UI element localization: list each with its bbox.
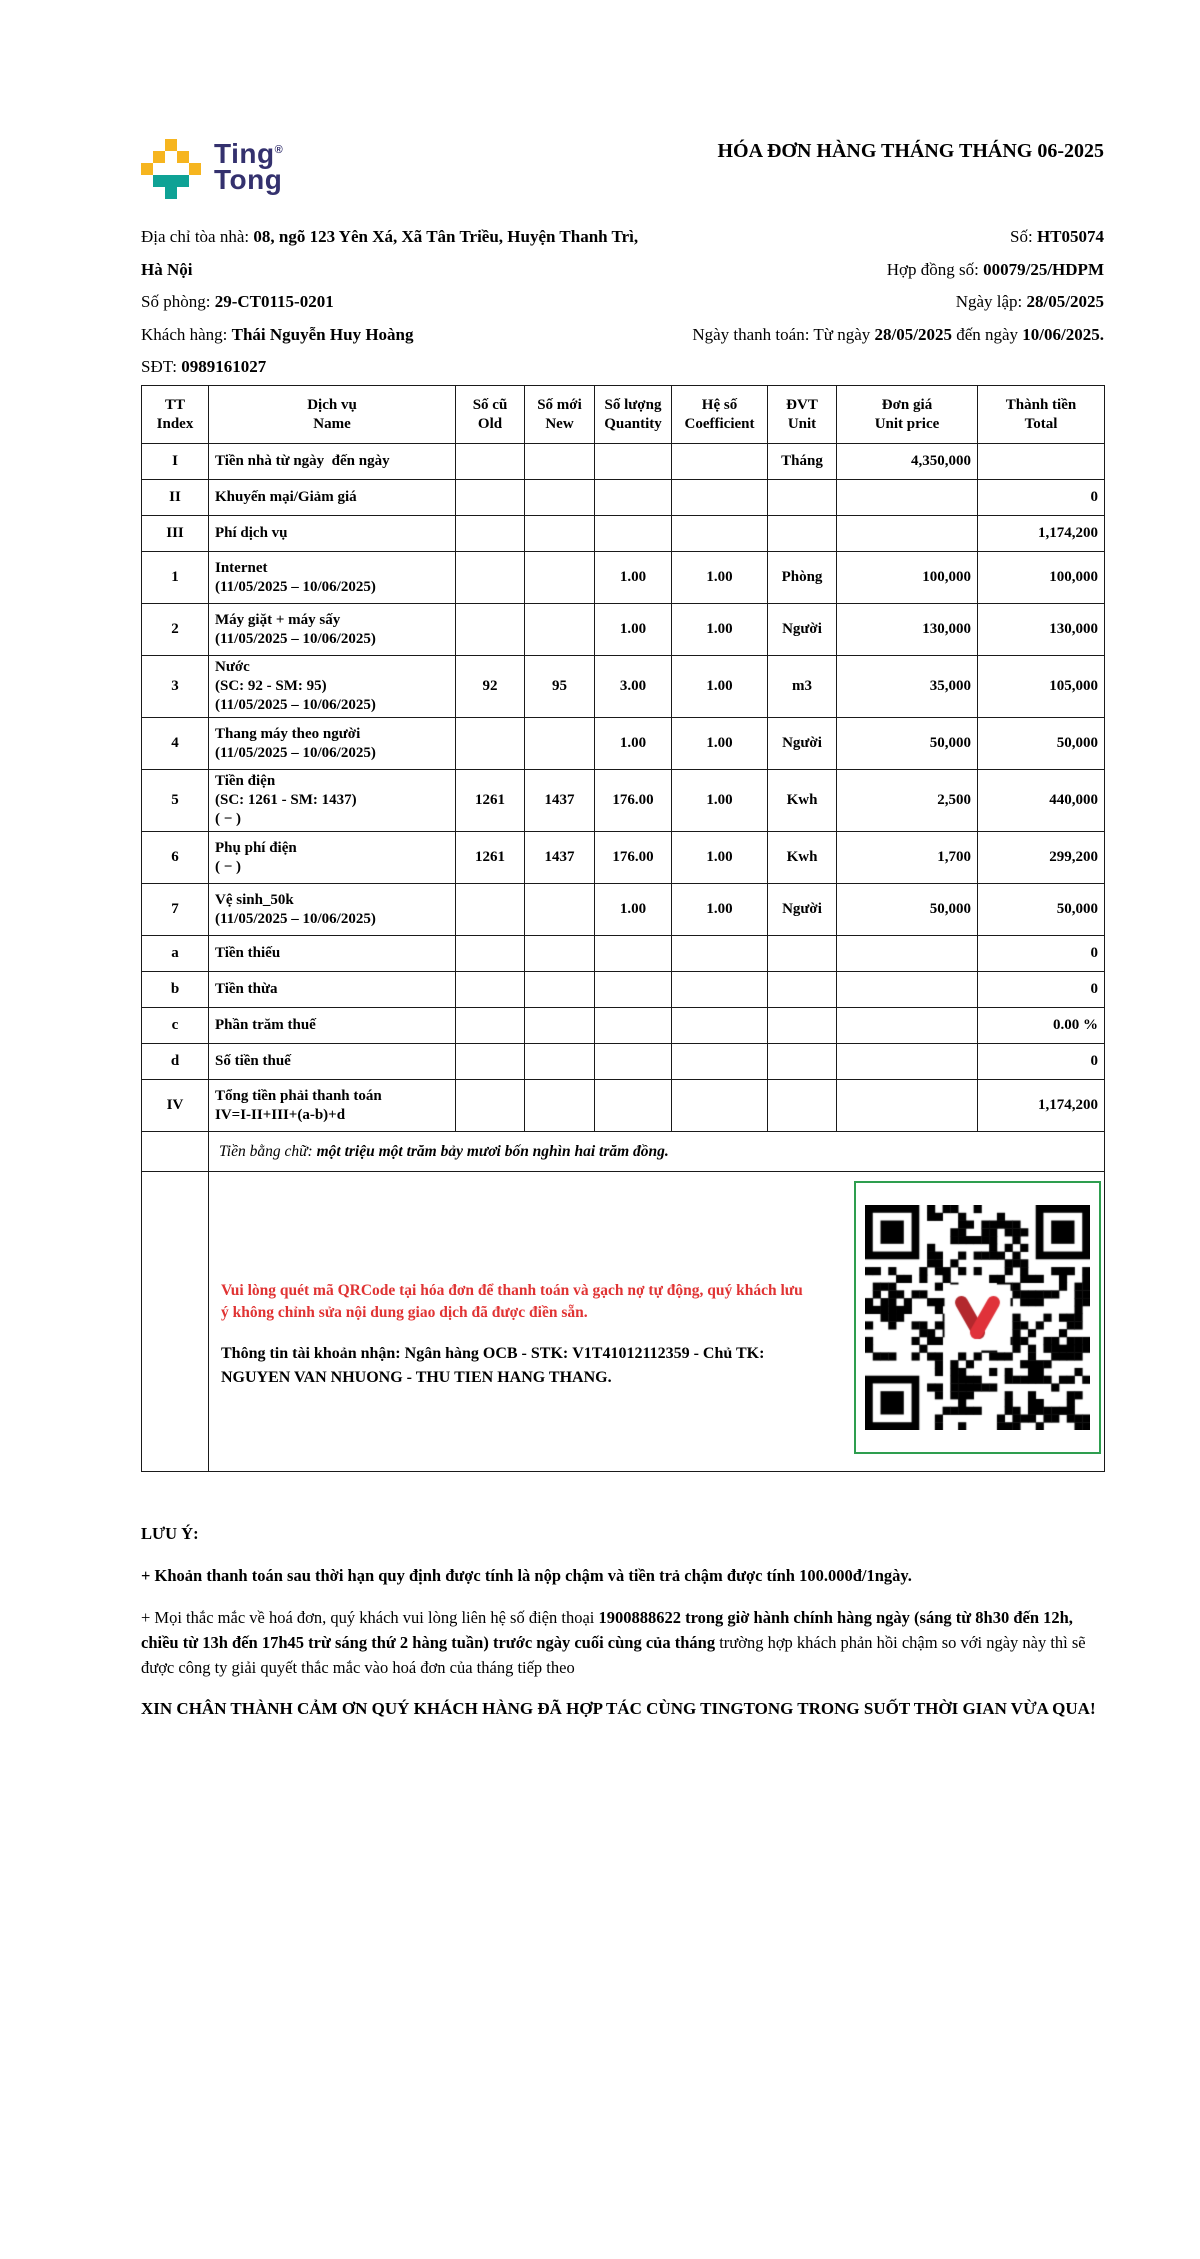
cell-unit: m3 bbox=[768, 656, 837, 718]
cell-old bbox=[456, 516, 525, 552]
amount-in-words-value: một triệu một trăm bảy mươi bốn nghìn hai trăm đồng. bbox=[316, 1142, 669, 1160]
issue-date: 28/05/2025 bbox=[1026, 292, 1104, 311]
amount-in-words-row bbox=[142, 1132, 1105, 1172]
invoice-number: HT05074 bbox=[1036, 227, 1104, 246]
cell-index: IV bbox=[142, 1080, 209, 1132]
cell-unit-price: 130,000 bbox=[837, 604, 978, 656]
cell-name: Khuyến mại/Giảm giá bbox=[209, 480, 456, 516]
table-row bbox=[142, 444, 1105, 480]
cell-unit bbox=[768, 1080, 837, 1132]
cell-new: 1437 bbox=[525, 770, 595, 832]
cell-index bbox=[142, 1172, 209, 1472]
phone-value: 0989161027 bbox=[181, 357, 267, 376]
payment-to-date: 10/06/2025. bbox=[1022, 324, 1104, 344]
cell-new bbox=[525, 604, 595, 656]
column-header-quantity: Số lượng Quantity bbox=[595, 386, 672, 444]
cell-unit-price bbox=[837, 516, 978, 552]
cell-unit: Kwh bbox=[768, 832, 837, 884]
cell-quantity: 3.00 bbox=[595, 656, 672, 718]
cell-index: 7 bbox=[142, 884, 209, 936]
cell-index: 1 bbox=[142, 552, 209, 604]
invoice-number-line: Số: HT05074 bbox=[1010, 227, 1104, 246]
cell-new bbox=[525, 516, 595, 552]
cell-index: III bbox=[142, 516, 209, 552]
cell-coefficient bbox=[672, 936, 768, 972]
cell-quantity bbox=[595, 444, 672, 480]
issue-date-line: Ngày lập: 28/05/2025 bbox=[955, 292, 1104, 311]
notes-heading: LƯU Ý: bbox=[141, 1524, 199, 1543]
cell-unit-price: 50,000 bbox=[837, 884, 978, 936]
cell-index: 6 bbox=[142, 832, 209, 884]
cell-quantity bbox=[595, 1044, 672, 1080]
cell-index: 5 bbox=[142, 770, 209, 832]
cell-quantity: 1.00 bbox=[595, 552, 672, 604]
cell-unit bbox=[768, 1008, 837, 1044]
logo-word-bottom: Tong bbox=[214, 164, 283, 195]
cell-total: 0 bbox=[978, 936, 1105, 972]
cell-new bbox=[525, 480, 595, 516]
cell-new bbox=[525, 972, 595, 1008]
cell-index: 3 bbox=[142, 656, 209, 718]
column-header-new: Số mới New bbox=[525, 386, 595, 444]
cell-old bbox=[456, 444, 525, 480]
cell-unit: Tháng bbox=[768, 444, 837, 480]
cell-unit bbox=[768, 516, 837, 552]
cell-old bbox=[456, 972, 525, 1008]
notes-section bbox=[141, 1521, 1104, 1722]
table-row bbox=[142, 1080, 1105, 1132]
cell-total: 50,000 bbox=[978, 884, 1105, 936]
cell-unit-price bbox=[837, 936, 978, 972]
cell-quantity bbox=[595, 1008, 672, 1044]
cell-old bbox=[456, 604, 525, 656]
cell-unit: Người bbox=[768, 718, 837, 770]
cell-quantity: 176.00 bbox=[595, 832, 672, 884]
cell-unit-price bbox=[837, 480, 978, 516]
cell-index: d bbox=[142, 1044, 209, 1080]
account-holder-name: NGUYEN VAN NHUONG - THU TIEN HANG THANG bbox=[221, 1369, 608, 1386]
cell-new bbox=[525, 936, 595, 972]
column-header-name: Dịch vụ Name bbox=[209, 386, 456, 444]
qr-instruction: Vui lòng quét mã QRCode tại hóa đơn để thanh toán và gạch nợ tự động, quý khách lưu ý không chỉnh sửa nội dung giao dịch đã được điền sẵn. bbox=[221, 1282, 803, 1321]
cell-unit-price bbox=[837, 1080, 978, 1132]
column-header-unit-price: Đơn giá Unit price bbox=[837, 386, 978, 444]
cell-unit-price: 35,000 bbox=[837, 656, 978, 718]
account-number: V1T41012112359 bbox=[572, 1345, 690, 1362]
header-info-left bbox=[141, 221, 641, 384]
cell-unit: Kwh bbox=[768, 770, 837, 832]
cell-quantity: 1.00 bbox=[595, 604, 672, 656]
table-row bbox=[142, 718, 1105, 770]
cell-new bbox=[525, 444, 595, 480]
cell-total: 0 bbox=[978, 972, 1105, 1008]
cell-old bbox=[456, 480, 525, 516]
customer-value: Thái Nguyễn Huy Hoàng bbox=[231, 324, 414, 344]
cell-old bbox=[456, 1080, 525, 1132]
cell-coefficient bbox=[672, 444, 768, 480]
table-row bbox=[142, 604, 1105, 656]
amount-in-words-label: Tiền bằng chữ: bbox=[219, 1142, 317, 1160]
cell-unit-price: 50,000 bbox=[837, 718, 978, 770]
room-number-line bbox=[141, 286, 641, 319]
payment-text-block bbox=[221, 1198, 841, 1472]
cell-coefficient bbox=[672, 1008, 768, 1044]
cell-new: 1437 bbox=[525, 832, 595, 884]
cell-coefficient: 1.00 bbox=[672, 770, 768, 832]
cell-quantity: 1.00 bbox=[595, 884, 672, 936]
address-value: 08, ngõ 123 Yên Xá, Xã Tân Triều, Huyện Thanh Trì, Hà Nội bbox=[141, 227, 639, 279]
invoice-header-info bbox=[141, 221, 1104, 384]
cell-coefficient bbox=[672, 1080, 768, 1132]
table-row bbox=[142, 1044, 1105, 1080]
cell-quantity: 1.00 bbox=[595, 718, 672, 770]
cell-unit bbox=[768, 936, 837, 972]
cell-coefficient bbox=[672, 1044, 768, 1080]
cell-coefficient: 1.00 bbox=[672, 552, 768, 604]
cell-unit-price: 1,700 bbox=[837, 832, 978, 884]
building-address-line bbox=[141, 221, 641, 286]
hotline-number: 1900888622 trong giờ hành chính hàng ngày (sáng từ 8h30 đến 12h, chiều từ 13h đến 17h45 trừ sáng thứ 2 hàng tuần) bbox=[141, 1608, 1073, 1652]
qr-payment-row bbox=[142, 1172, 1105, 1472]
phone-label: SĐT: bbox=[141, 357, 182, 376]
qr-code bbox=[865, 1205, 1090, 1430]
cell-old bbox=[456, 718, 525, 770]
cell-total bbox=[978, 444, 1105, 480]
cell-total: 0.00 % bbox=[978, 1008, 1105, 1044]
cell-coefficient bbox=[672, 516, 768, 552]
cell-unit: Phòng bbox=[768, 552, 837, 604]
cell-old bbox=[456, 552, 525, 604]
column-header-unit: ĐVT Unit bbox=[768, 386, 837, 444]
note-contact: + Mọi thắc mắc về hoá đơn, quý khách vui lòng liên hệ số điện thoại 1900888622 trong giờ hành chính hàng ngày (sáng từ 8h30 đến 12h, chiều từ 13h đến 17h45 trừ sáng thứ 2 hàng tuần) trước ngày cuối cùng của tháng trường hợp khách phản hồi chậm so với ngày này thì sẽ được công ty giải quyết thắc mắc vào hoá đơn của tháng tiếp theo bbox=[141, 1608, 1086, 1677]
table-row bbox=[142, 552, 1105, 604]
invoice-content bbox=[141, 0, 1104, 2259]
qr-frame bbox=[854, 1181, 1101, 1454]
cell-name: Số tiền thuế bbox=[209, 1044, 456, 1080]
cell-name: Vệ sinh_50k (11/05/2025 – 10/06/2025) bbox=[209, 884, 456, 936]
table-row bbox=[142, 972, 1105, 1008]
cell-coefficient: 1.00 bbox=[672, 656, 768, 718]
cell-old bbox=[456, 1008, 525, 1044]
cell-quantity bbox=[595, 1080, 672, 1132]
cell-quantity: 176.00 bbox=[595, 770, 672, 832]
cell-quantity bbox=[595, 480, 672, 516]
cell-unit bbox=[768, 1044, 837, 1080]
cell-unit bbox=[768, 480, 837, 516]
cell-name: Phần trăm thuế bbox=[209, 1008, 456, 1044]
invoice-table bbox=[141, 385, 1105, 1472]
table-row bbox=[142, 832, 1105, 884]
cell-name: Tiền thiếu bbox=[209, 936, 456, 972]
table-row bbox=[142, 770, 1105, 832]
table-rows bbox=[142, 444, 1105, 1132]
cell-new bbox=[525, 552, 595, 604]
cell-index bbox=[142, 1132, 209, 1172]
column-header-total: Thành tiền Total bbox=[978, 386, 1105, 444]
cell-old bbox=[456, 936, 525, 972]
tingtong-logo bbox=[141, 139, 283, 199]
cell-index: b bbox=[142, 972, 209, 1008]
cell-name: Phí dịch vụ bbox=[209, 516, 456, 552]
cell-coefficient: 1.00 bbox=[672, 832, 768, 884]
cell-new bbox=[525, 718, 595, 770]
cell-index: I bbox=[142, 444, 209, 480]
cell-old bbox=[456, 884, 525, 936]
logo-word-top: Ting bbox=[214, 138, 275, 169]
cell-old: 1261 bbox=[456, 832, 525, 884]
cell-coefficient: 1.00 bbox=[672, 718, 768, 770]
invoice-title: HÓA ĐƠN HÀNG THÁNG THÁNG 06-2025 bbox=[717, 140, 1104, 162]
cell-total: 440,000 bbox=[978, 770, 1105, 832]
amount-in-words bbox=[209, 1132, 1105, 1172]
cell-new bbox=[525, 1080, 595, 1132]
cell-unit: Người bbox=[768, 604, 837, 656]
table-row bbox=[142, 884, 1105, 936]
cell-index: 4 bbox=[142, 718, 209, 770]
cell-name: Thang máy theo người (11/05/2025 – 10/06/2025) bbox=[209, 718, 456, 770]
column-header-old: Số cũ Old bbox=[456, 386, 525, 444]
cell-old: 1261 bbox=[456, 770, 525, 832]
payment-cell bbox=[209, 1172, 1105, 1472]
cell-total: 299,200 bbox=[978, 832, 1105, 884]
table-row bbox=[142, 1008, 1105, 1044]
cell-total: 100,000 bbox=[978, 552, 1105, 604]
cell-total: 130,000 bbox=[978, 604, 1105, 656]
cell-unit-price: 100,000 bbox=[837, 552, 978, 604]
cell-name: Tiền thừa bbox=[209, 972, 456, 1008]
cell-coefficient bbox=[672, 972, 768, 1008]
table-row bbox=[142, 516, 1105, 552]
cell-total: 50,000 bbox=[978, 718, 1105, 770]
table-row bbox=[142, 480, 1105, 516]
cell-unit: Người bbox=[768, 884, 837, 936]
cell-new: 95 bbox=[525, 656, 595, 718]
cell-name: Internet (11/05/2025 – 10/06/2025) bbox=[209, 552, 456, 604]
cell-index: c bbox=[142, 1008, 209, 1044]
contract-number-line: Hợp đồng số: 00079/25/HDPM bbox=[886, 259, 1104, 279]
phone-line bbox=[141, 351, 641, 384]
cell-quantity bbox=[595, 936, 672, 972]
table-row bbox=[142, 936, 1105, 972]
cell-index: II bbox=[142, 480, 209, 516]
cell-unit-price bbox=[837, 1008, 978, 1044]
cell-quantity bbox=[595, 972, 672, 1008]
account-info: Thông tin tài khoản nhận: Ngân hàng OCB - STK: V1T41012112359 - Chủ TK: NGUYEN VAN NHUONG - THU TIEN HANG THANG. bbox=[221, 1345, 765, 1386]
cell-coefficient bbox=[672, 480, 768, 516]
cell-unit-price bbox=[837, 1044, 978, 1080]
contract-number: 00079/25/HDPM bbox=[983, 259, 1104, 279]
customer-line bbox=[141, 319, 641, 352]
header-info-right bbox=[641, 221, 1104, 384]
cell-unit bbox=[768, 972, 837, 1008]
cell-name: Phụ phí điện ( − ) bbox=[209, 832, 456, 884]
cell-new bbox=[525, 1008, 595, 1044]
cell-total: 0 bbox=[978, 480, 1105, 516]
cell-new bbox=[525, 884, 595, 936]
cell-name: Tiền điện (SC: 1261 - SM: 1437) ( − ) bbox=[209, 770, 456, 832]
address-label: Địa chỉ tòa nhà: bbox=[141, 227, 254, 246]
payment-from-date: 28/05/2025 bbox=[874, 324, 952, 344]
cell-name: Tổng tiền phải thanh toán IV=I-II+III+(a-b)+d bbox=[209, 1080, 456, 1132]
cell-name: Tiền nhà từ ngày đến ngày bbox=[209, 444, 456, 480]
thanks-message: XIN CHÂN THÀNH CẢM ƠN QUÝ KHÁCH HÀNG ĐÃ HỢP TÁC CÙNG TINGTONG TRONG SUỐT THỜI GIAN VỪA QUA! bbox=[141, 1699, 1096, 1718]
payment-period-line: Ngày thanh toán: Từ ngày 28/05/2025 đến ngày 10/06/2025. bbox=[692, 324, 1104, 344]
cell-coefficient: 1.00 bbox=[672, 604, 768, 656]
cell-coefficient: 1.00 bbox=[672, 884, 768, 936]
cell-index: 2 bbox=[142, 604, 209, 656]
cell-quantity bbox=[595, 516, 672, 552]
table-header-row bbox=[142, 386, 1105, 444]
cell-old: 92 bbox=[456, 656, 525, 718]
registered-mark: ® bbox=[274, 144, 284, 156]
room-label: Số phòng: bbox=[141, 292, 215, 311]
cell-index: a bbox=[142, 936, 209, 972]
tingtong-mark-icon bbox=[141, 139, 201, 199]
cell-unit-price: 4,350,000 bbox=[837, 444, 978, 480]
cell-total: 0 bbox=[978, 1044, 1105, 1080]
cell-new bbox=[525, 1044, 595, 1080]
room-value: 29-CT0115-0201 bbox=[214, 292, 334, 311]
logo-wordmark bbox=[214, 137, 283, 193]
customer-label: Khách hàng: bbox=[141, 324, 232, 344]
cell-total: 1,174,200 bbox=[978, 516, 1105, 552]
column-header-coefficient: Hệ số Coefficient bbox=[672, 386, 768, 444]
column-header-index: TT Index bbox=[142, 386, 209, 444]
cell-total: 105,000 bbox=[978, 656, 1105, 718]
cell-name: Máy giặt + máy sấy (11/05/2025 – 10/06/2025) bbox=[209, 604, 456, 656]
table-row bbox=[142, 656, 1105, 718]
cell-unit-price: 2,500 bbox=[837, 770, 978, 832]
cell-unit-price bbox=[837, 972, 978, 1008]
cell-name: Nước (SC: 92 - SM: 95) (11/05/2025 – 10/06/2025) bbox=[209, 656, 456, 718]
cell-total: 1,174,200 bbox=[978, 1080, 1105, 1132]
cell-old bbox=[456, 1044, 525, 1080]
note-late-fee: + Khoản thanh toán sau thời hạn quy định được tính là nộp chậm và tiền trả chậm được tính 100.000đ/1ngày. bbox=[141, 1566, 912, 1585]
